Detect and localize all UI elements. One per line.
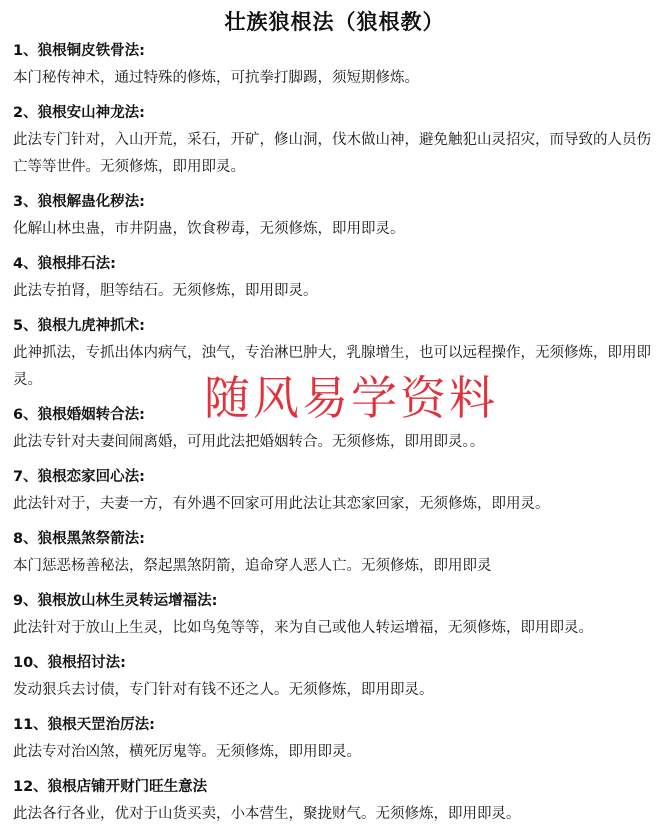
entry-body: 发动狠兵去讨债，专门针对有钱不还之人。无须修炼，即用即灵。 [13,682,434,698]
document-title: 壮族狼根法（狼根教） [224,10,445,34]
entry-heading: 4、狼根排石法: [13,256,116,272]
entry-heading: 6、狼根婚姻转合法: [13,407,145,423]
entry-12 [13,774,659,836]
entry-body: 本门惩恶杨善秘法，祭起黑煞阴箭，追命穿人恶人亡。无须修炼，即用即灵 [13,558,492,574]
entry-body: 化解山林虫蛊，市井阴蛊，饮食秽毒，无须修炼，即用即灵。 [13,221,405,237]
entry-body: 此法针对于，夫妻一方，有外遇不回家可用此法让其恋家回家，无须修炼，即用灵。 [13,496,550,512]
entry-heading: 7、狼根恋家回心法: [13,469,145,485]
entry-1 [13,38,659,100]
entry-body: 此法专门针对，入山开荒，采石，开矿，修山洞，伐木做山神，避免触犯山灵招灾，而导致的人员伤亡等等世件。无须修炼，即用即灵。 [13,132,651,175]
entry-11 [13,712,659,774]
entry-heading: 11、狼根天罡治厉法: [13,717,155,733]
entry-heading: 1、狼根铜皮铁骨法: [13,43,145,59]
entry-4 [13,251,659,313]
entry-heading: 8、狼根黑煞祭箭法: [13,531,145,547]
entry-heading: 12、狼根店铺开财门旺生意法 [13,779,208,795]
watermark-text: 随风易学资料 [204,371,498,425]
entry-10 [13,650,659,712]
entry-heading: 5、狼根九虎神抓术: [13,318,145,334]
entry-7 [13,464,659,526]
entry-heading: 10、狼根招讨法: [13,655,126,671]
entry-body: 此法专对治凶煞，横死厉鬼等。无须修炼，即用即灵。 [13,744,361,760]
entry-8 [13,526,659,588]
entry-heading: 2、狼根安山神龙法: [13,105,145,121]
entry-body: 本门秘传神术，通过特殊的修炼，可抗拳打脚踢，须短期修炼。 [13,70,419,86]
entry-3 [13,189,659,251]
entry-list [13,38,659,836]
entry-body: 此法各行各业，优对于山货买卖，小本营生，聚拢财气。无须修炼，即用即灵。 [13,806,521,822]
entry-body: 此法针对于放山上生灵，比如鸟兔等等，来为自己或他人转运增福，无须修炼，即用即灵。 [13,620,593,636]
entry-9 [13,588,659,650]
entry-body: 此神抓法，专抓出体内病气，浊气，专治淋巴肿大，乳腺增生，也可以远程操作，无须修炼，即用即灵。 [13,345,651,388]
entry-body: 此法专针对夫妻间闹离婚，可用此法把婚姻转合。无须修炼，即用即灵。。 [13,434,485,450]
entry-heading: 3、狼根解蛊化秽法: [13,194,145,210]
entry-body: 此法专拍肾，胆等结石。无须修炼，即用即灵。 [13,283,318,299]
entry-heading: 9、狼根放山林生灵转运增福法: [13,593,218,609]
entry-2 [13,100,659,189]
